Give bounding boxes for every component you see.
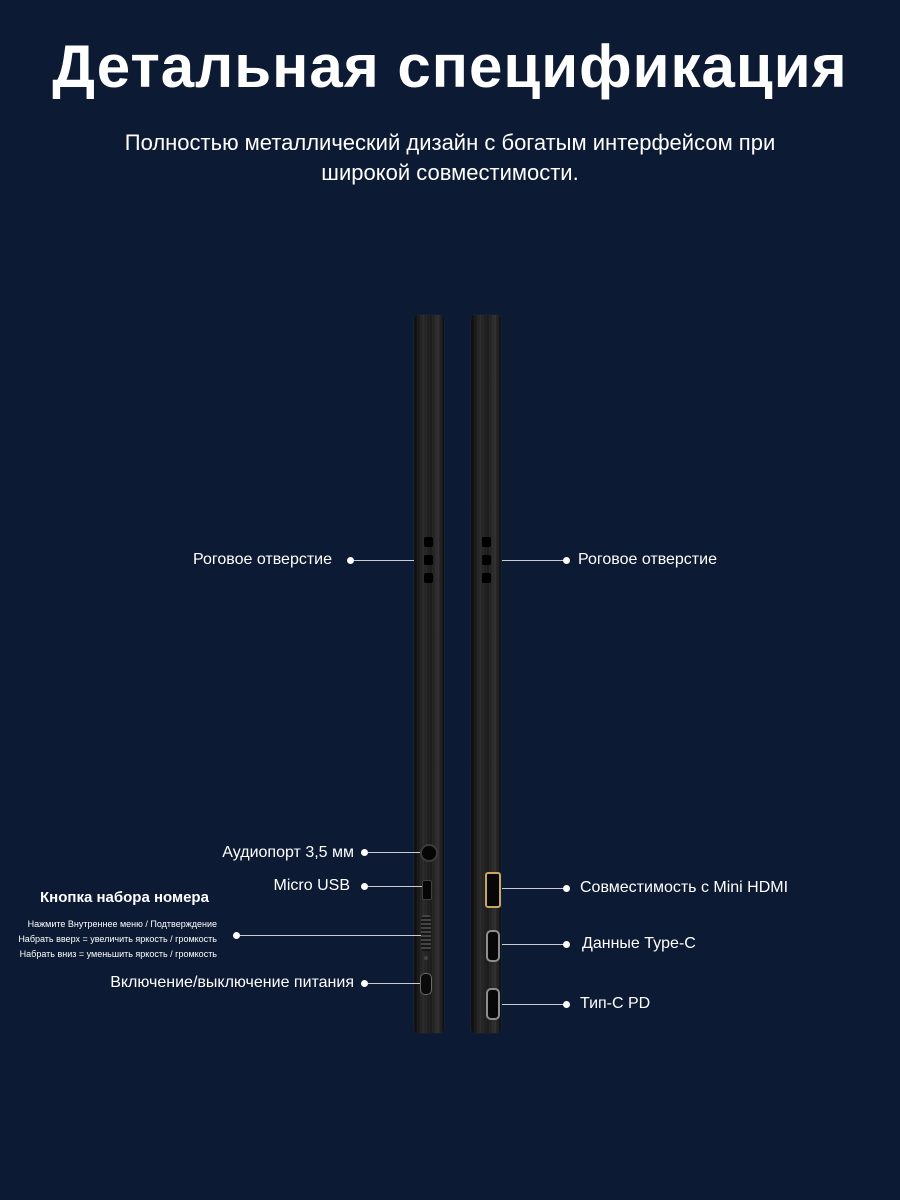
page-title: Детальная спецификация [52,33,848,100]
type-c-pd-line [502,1004,564,1005]
mini-hdmi-line [502,888,564,889]
mini-hdmi-port [485,872,501,908]
right-speaker-slot [482,555,491,565]
type-c-pd-port [486,988,500,1020]
right-speaker-slot [482,537,491,547]
dial-button-title: Кнопка набора номера [40,889,209,906]
type-c-pd-label: Тип-C PD [580,995,651,1012]
right-speaker-slot [482,573,491,583]
micro-usb-line [368,886,422,887]
power-button[interactable] [420,973,432,995]
left-speaker-slot [424,555,433,565]
micro-usb-label: Micro USB [273,877,350,894]
left-speaker-line [354,560,414,561]
mini-hdmi-label: Совместимость с Mini HDMI [580,879,789,896]
audio-port-line [368,852,420,853]
left-speaker-slot [424,537,433,547]
audio-port-dot [361,849,368,856]
dial-button-line [240,935,421,936]
left-speaker-dot [347,557,354,564]
left-speaker-slot [424,573,433,583]
left-speaker-label: Роговое отверстие [193,551,332,568]
micro-usb-port [422,880,432,900]
power-button-dot [361,980,368,987]
type-c-data-label: Данные Type-C [582,935,696,952]
type-c-data-line [502,944,564,945]
audio-jack-port [420,844,438,862]
type-c-pd-dot [563,1001,570,1008]
right-speaker-line [502,560,564,561]
dial-button-line-2: Набрать вверх = увеличить яркость / громкость [18,934,217,944]
dial-button-line-3: Набрать вниз = уменьшить яркость / громкость [19,949,217,959]
type-c-data-port [486,930,500,962]
right-speaker-dot [563,557,570,564]
audio-port-label: Аудиопорт 3,5 мм [222,844,354,861]
dial-button-description [0,917,217,962]
power-button-label: Включение/выключение питания [110,974,354,991]
power-button-line [368,983,420,984]
page-subtitle: Полностью металлический дизайн с богатым интерфейсом при широкой совместимости. [124,130,776,185]
micro-usb-dot [361,883,368,890]
dial-wheel[interactable] [421,915,431,951]
type-c-data-dot [563,941,570,948]
dial-button-line-1: Нажмите Внутреннее меню / Подтверждение [27,919,217,929]
dial-button-dot [233,932,240,939]
monitor-right-side [471,315,501,1033]
dial-indicator [424,956,428,960]
mini-hdmi-dot [563,885,570,892]
right-speaker-label: Роговое отверстие [578,551,717,568]
